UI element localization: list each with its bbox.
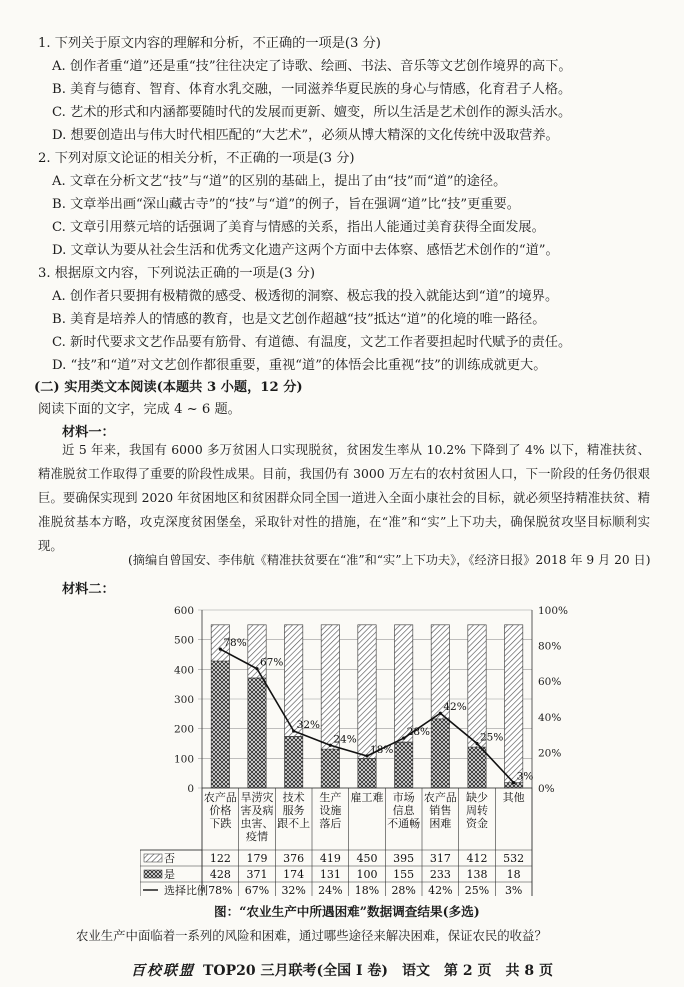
- material-2-label: 材料二：: [62, 582, 115, 597]
- right-axis-tick-label: 80%: [538, 640, 562, 653]
- table-cell-value: 24%: [318, 884, 343, 896]
- bar-no: [505, 625, 523, 783]
- question-2-option-b: B. 文章举出画“深山藏古寺”的“技”与“道”的例子，旨在强调“道”比“技”更重要。: [52, 197, 520, 212]
- material-1-source: (摘编自曾国安、李伟航《精准扶贫要在“准”和“实”上下功夫》，《经济日报》2018 年 9 月 20 日): [128, 553, 651, 567]
- ratio-data-label: 32%: [296, 719, 321, 732]
- left-axis-tick-label: 100: [173, 753, 194, 766]
- right-axis-tick-label: 60%: [538, 676, 562, 689]
- material-2-question: 农业生产中面临着一系列的风险和困难，通过哪些途径来解决困难，保证农民的收益？: [76, 928, 547, 943]
- category-label: 生产设施落后: [319, 791, 342, 830]
- table-cell-value: 412: [466, 852, 488, 865]
- table-cell-value: 532: [503, 852, 525, 865]
- table-cell-value: 78%: [208, 884, 233, 896]
- bar-yes: [285, 736, 303, 788]
- table-cell-value: 67%: [244, 884, 270, 896]
- chart-title: 图：“农业生产中所遇困难”数据调查结果(多选): [214, 904, 480, 919]
- table-row-label: 是: [164, 868, 175, 881]
- table-cell-value: 122: [209, 852, 231, 865]
- table-cell-value: 371: [246, 868, 268, 881]
- question-3-option-b: B. 美育是培养人的情感的教育，也是文艺创作超越“技”抵达“道”的化境的唯一路径。: [52, 312, 546, 327]
- ratio-point: [329, 744, 332, 747]
- ratio-data-label: 25%: [480, 731, 504, 744]
- bar-yes: [248, 678, 266, 788]
- bar-yes: [395, 742, 413, 788]
- table-cell-value: 138: [466, 868, 488, 881]
- table-cell-value: 395: [393, 852, 415, 865]
- bar-yes: [431, 719, 449, 788]
- left-axis-tick-label: 500: [173, 634, 194, 647]
- legend-swatch: [144, 854, 162, 862]
- question-1-option-d: D. 想要创造出与伟大时代相匹配的“大艺术”，必须从博大精深的文化传统中汲取营养。: [52, 128, 559, 143]
- left-axis-tick-label: 400: [173, 664, 194, 677]
- table-row-label: 否: [164, 852, 175, 865]
- footer-text: TOP20 三月联考(全国 I 卷) 语文 第 2 页 共 8 页: [202, 963, 554, 979]
- table-cell-value: 179: [246, 852, 268, 865]
- bar-chart: [140, 596, 572, 896]
- question-2-option-a: A. 文章在分析文艺“技”与“道”的区别的基础上，提出了由“技”而“道”的途径。: [52, 174, 507, 189]
- table-cell-value: 233: [429, 868, 451, 881]
- question-3-stem: 3. 根据原文内容，下列说法正确的一项是(3 分): [38, 266, 316, 281]
- table-cell-value: 317: [429, 852, 451, 865]
- bar-no: [358, 625, 376, 759]
- bar-yes: [321, 749, 339, 788]
- category-label: 雇工难: [350, 791, 384, 804]
- page-footer: [0, 960, 684, 980]
- material-1-text: 近 5 年来，我国有 6000 多万贫困人口实现脱贫，贫困发生率从 10.2% 下降到了 4% 以下，精准扶贫、精准脱贫工作取得了重要的阶段性成果。目前，我国仍有 3000 万左右的农村贫困人口，下一阶段的任务仍很艰巨。要确保实现到 2020 年贫困地区和贫困群众同全国一道进入全面小康社会的目标，就必须坚持精准扶贫、精准脱贫基本方略，攻克深度贫困堡垒，采取针对性的措施，在“准”和“实”上下功夫，确保脱贫攻坚目标顺利实现。: [38, 442, 650, 553]
- category-label: 农产品价格下跌: [203, 791, 237, 830]
- category-label: 旱涝灾害及病虫害、疫情: [240, 791, 274, 843]
- left-axis-tick-label: 200: [173, 723, 194, 736]
- chart-container: [140, 596, 572, 896]
- question-2-option-d: D. 文章认为要从社会生活和优秀文化遗产这两个方面中去体察、感悟艺术创作的“道”。: [52, 243, 559, 258]
- ratio-point: [512, 781, 515, 784]
- category-label: 市场信息不通畅: [387, 791, 421, 830]
- category-label: 农产品销售困难: [423, 791, 457, 830]
- right-axis-tick-label: 40%: [538, 711, 562, 724]
- question-3-option-d: D. “技”和“道”对文艺创作都很重要，重视“道”的体悟会比重视“技”的训练成就更大。: [52, 358, 547, 373]
- table-cell-value: 32%: [281, 884, 306, 896]
- ratio-point: [292, 729, 295, 732]
- question-1-option-c: C. 艺术的形式和内涵都要随时代的发展而更新、嬗变，所以生活是艺术创作的源头活水。: [52, 105, 572, 120]
- ratio-point: [475, 742, 478, 745]
- table-cell-value: 3%: [504, 884, 523, 896]
- table-cell-value: 25%: [464, 884, 490, 896]
- ratio-point: [255, 667, 258, 670]
- bar-no: [395, 625, 413, 742]
- table-cell-value: 42%: [428, 884, 453, 896]
- section-heading: (二) 实用类文本阅读(本题共 3 小题，12 分): [34, 380, 303, 395]
- category-label: 技术服务跟不上: [277, 791, 311, 830]
- bar-no: [321, 625, 339, 749]
- ratio-data-label: 67%: [260, 656, 284, 669]
- right-axis-tick-label: 20%: [538, 747, 562, 760]
- table-cell-value: 18%: [354, 884, 380, 896]
- question-1-option-b: B. 美育与德育、智育、体育水乳交融，一同滋养华夏民族的身心与情感，化育君子人格。: [52, 82, 572, 97]
- ratio-point: [219, 648, 222, 651]
- table-cell-value: 131: [319, 868, 341, 881]
- ratio-data-label: 28%: [406, 726, 431, 739]
- bar-yes: [358, 758, 376, 788]
- table-cell-value: 450: [356, 852, 378, 865]
- question-3-option-c: C. 新时代要求文艺作品要有筋骨、有道德、有温度，文艺工作者要担起时代赋予的责任。: [52, 335, 572, 350]
- question-3-option-a: A. 创作者只要拥有极精微的感受、极透彻的洞察、极忘我的投入就能达到“道”的境界。: [52, 289, 559, 304]
- table-cell-value: 376: [283, 852, 305, 865]
- table-cell-value: 419: [319, 852, 341, 865]
- section-instruction: 阅读下面的文字，完成 4 ~ 6 题。: [38, 402, 241, 417]
- category-label: 缺少周转资金: [466, 791, 488, 830]
- ratio-data-label: 3%: [516, 770, 534, 783]
- table-cell-value: 100: [356, 868, 378, 881]
- ratio-data-label: 18%: [370, 743, 394, 756]
- brand-logo: 百校联盟: [130, 963, 195, 979]
- material-1-label: 材料一：: [62, 425, 115, 440]
- table-cell-value: 428: [209, 868, 231, 881]
- ratio-data-label: 42%: [443, 701, 467, 714]
- right-axis-tick-label: 100%: [538, 605, 569, 617]
- ratio-data-label: 24%: [333, 733, 357, 746]
- bar-yes: [211, 661, 229, 788]
- left-axis-tick-label: 600: [173, 605, 194, 617]
- question-1-option-a: A. 创作者重“道”还是重“技”往往决定了诗歌、绘画、书法、音乐等文艺创作境界的高下。: [52, 59, 572, 74]
- ratio-point: [365, 754, 368, 757]
- legend-swatch: [144, 870, 162, 878]
- ratio-point: [439, 712, 442, 715]
- table-cell-value: 18: [506, 868, 521, 881]
- right-axis-tick-label: 0%: [538, 783, 555, 795]
- bar-yes: [468, 747, 486, 788]
- ratio-data-label: 78%: [223, 637, 247, 650]
- question-1-stem: 1. 下列关于原文内容的理解和分析，不正确的一项是(3 分): [38, 36, 381, 51]
- table-cell-value: 155: [393, 868, 415, 881]
- question-2-option-c: C. 文章引用蔡元培的话强调了美育与情感的关系，指出人能通过美育获得全面发展。: [52, 220, 545, 235]
- left-axis-tick-label: 300: [173, 694, 194, 706]
- table-cell-value: 174: [283, 868, 305, 881]
- ratio-point: [402, 737, 405, 740]
- bar-no: [468, 625, 486, 747]
- left-axis-tick-label: 0: [187, 783, 194, 795]
- table-row-label: 选择比例: [164, 884, 208, 896]
- question-2-stem: 2. 下列对原文论证的相关分析，不正确的一项是(3 分): [38, 151, 355, 166]
- table-cell-value: 28%: [391, 884, 416, 896]
- category-label: 其他: [502, 791, 525, 804]
